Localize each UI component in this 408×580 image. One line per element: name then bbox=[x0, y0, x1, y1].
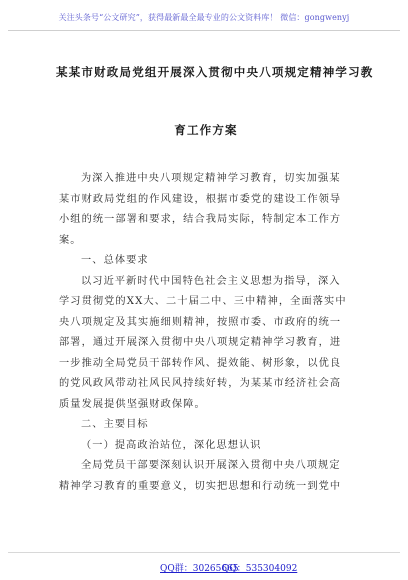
body-line: 精神学习教育的重要意义，切实把思想和行动统一到党中 bbox=[59, 480, 342, 492]
subsection-heading: （一）提高政治站位，深化思想认识 bbox=[81, 439, 262, 451]
body-line: 一步推动全局党员干部转作风、提效能、树形象，以优良 bbox=[59, 357, 342, 369]
body-line: 以习近平新时代中国特色社会主义思想为指导，深入 bbox=[81, 275, 341, 287]
body-line: 全局党员干部要深刻认识开展深入贯彻中央八项规定 bbox=[81, 460, 341, 471]
body-line: 质量发展提供坚强财政保障。 bbox=[59, 398, 206, 410]
qq-group-link[interactable]: QQ群：30265665 bbox=[160, 564, 239, 574]
body-line: 的党风政风带动社风民风持续好转，为某某市经济社会高 bbox=[59, 378, 342, 389]
body-line: 某市财政局党组的作风建设，根据市委党的建设工作领导 bbox=[59, 193, 342, 205]
body-line: 学习贯彻党的XX大、二十届二中、三中精神，全面落实中 bbox=[59, 296, 347, 307]
qq-contact-link[interactable]: QQ：535304092 bbox=[222, 564, 298, 574]
header-divider bbox=[8, 30, 400, 31]
header-banner: 关注头条号“公文研究”，获得最新最全最专业的公文资料库！ 微信：gongwenyj bbox=[58, 13, 350, 22]
section-heading: 一、总体要求 bbox=[81, 255, 149, 266]
body-line: 案。 bbox=[59, 234, 82, 246]
footer-divider bbox=[8, 552, 400, 553]
body-line: 部署，通过开展深入贯彻中央八项规定精神学习教育，进 bbox=[59, 337, 342, 348]
body-line: 为深入推进中央八项规定精神学习教育，切实加强某 bbox=[81, 173, 341, 184]
document-title-line-2: 育工作方案 bbox=[174, 123, 238, 137]
document-title-line-1: 某某市财政局党组开展深入贯彻中央八项规定精神学习教 bbox=[56, 65, 374, 79]
body-line: 央八项规定及其实施细则精神，按照市委、市政府的统一 bbox=[59, 316, 342, 328]
section-heading: 二、主要目标 bbox=[81, 419, 149, 430]
body-line: 小组的统一部署和要求，结合我局实际，特制定本工作方 bbox=[59, 214, 342, 225]
document-body bbox=[59, 169, 359, 497]
